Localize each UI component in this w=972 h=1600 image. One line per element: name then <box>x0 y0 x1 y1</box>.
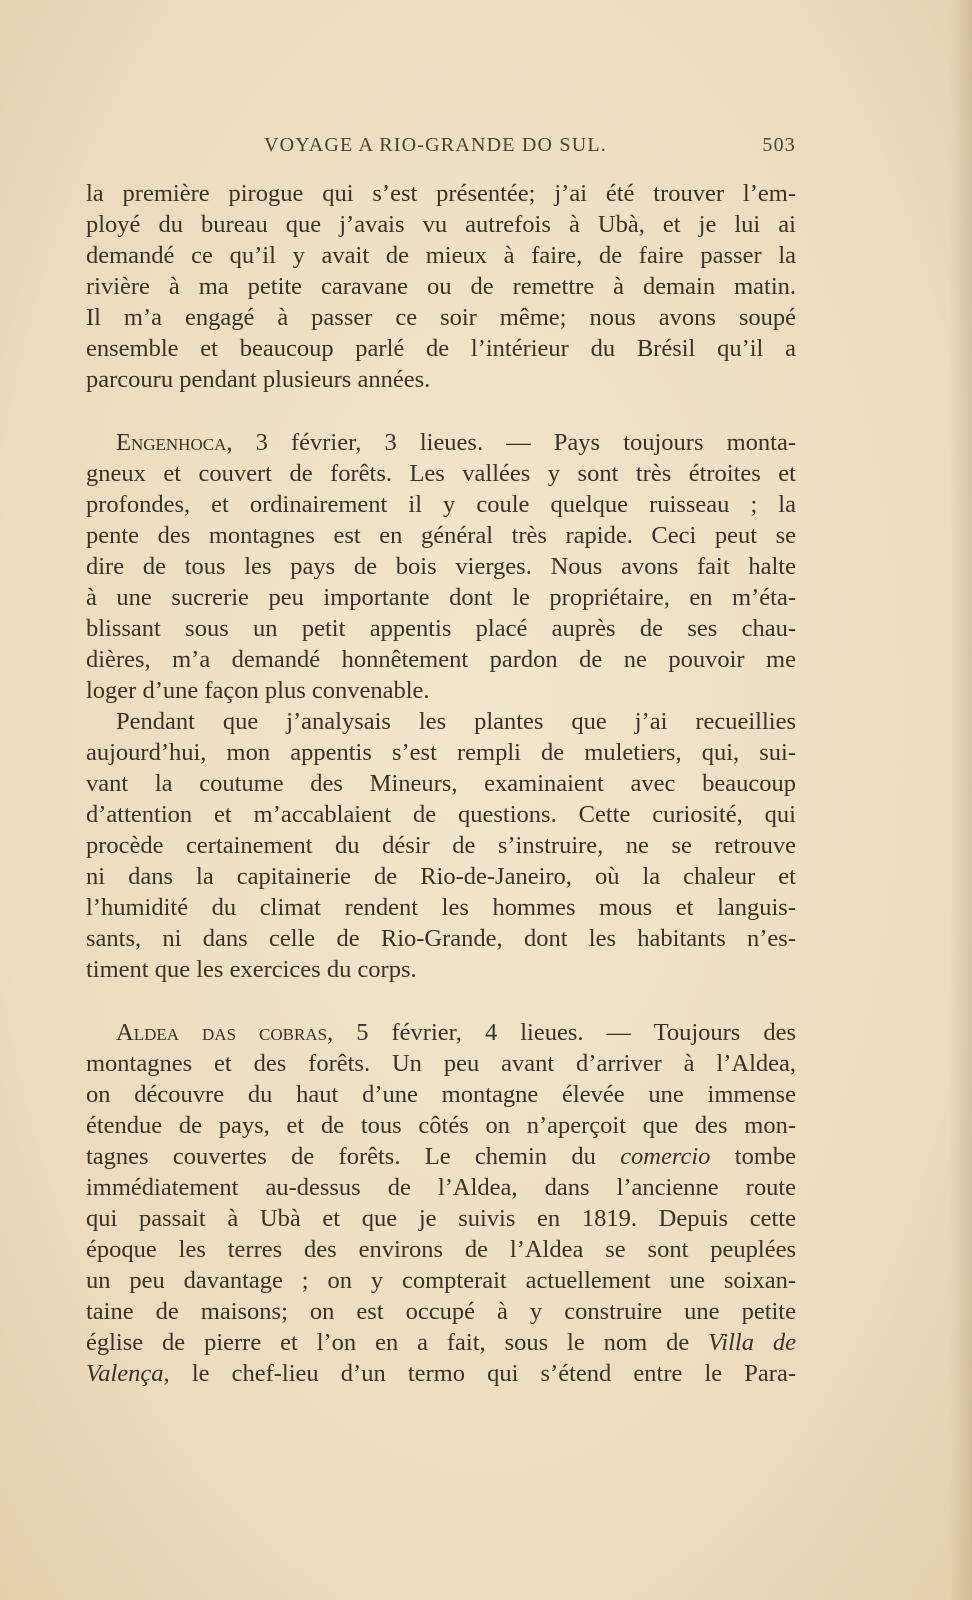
text-line: ensemble et beaucoup parlé de l’intérieur du Brésil qu’il a <box>86 335 796 362</box>
text-line: timent que les exercices du corps. <box>86 956 417 983</box>
text-line: profondes, et ordinairement il y coule quelque ruisseau ; la <box>86 491 796 518</box>
text-line: demandé ce qu’il y avait de mieux à faire, de faire passer la <box>86 242 796 269</box>
italic-term-comercio: comercio <box>620 1143 711 1170</box>
paragraph-gap <box>86 395 796 427</box>
text-line-villa <box>86 1327 796 1358</box>
running-title: VOYAGE A RIO-GRANDE DO SUL. <box>264 134 607 156</box>
text-line: qui passait à Ubà et que je suivis en 1819. Depuis cette <box>86 1205 796 1232</box>
text-line: immédiatement au-dessus de l’Aldea, dans l’ancienne route <box>86 1174 796 1201</box>
text-line: à une sucrerie peu importante dont le propriétaire, en m’éta- <box>86 584 796 611</box>
text-line: taine de maisons; on est occupé à y construire une petite <box>86 1298 796 1325</box>
paragraph-1 <box>86 178 796 395</box>
text-line: sants, ni dans celle de Rio-Grande, dont les habitants n’es- <box>86 925 796 952</box>
text-line-comercio <box>86 1141 796 1172</box>
text-line: gneux et couvert de forêts. Les vallées y sont très étroites et <box>86 460 796 487</box>
text-line: vant la coutume des Mineurs, examinaient avec beaucoup <box>86 770 796 797</box>
paragraph-2 <box>86 427 796 706</box>
page-edge-shadow <box>950 0 972 1600</box>
text-segment: tagnes couvertes de forêts. Le chemin du <box>86 1143 621 1170</box>
italic-term-valenca: Valença, <box>86 1360 170 1387</box>
entry-heading-line <box>86 1017 796 1048</box>
page-number: 503 <box>762 134 796 156</box>
text-line: l’humidité du climat rendent les hommes mous et languis- <box>86 894 796 921</box>
text-line: Il m’a engagé à passer ce soir même; nous avons soupé <box>86 304 796 331</box>
text-line: on découvre du haut d’une montagne élevée une immense <box>86 1081 796 1108</box>
text-segment: tombe <box>710 1143 796 1170</box>
entry-date-distance: 3 février, 3 lieues. — Pays toujours monta- <box>232 429 796 456</box>
paragraph-gap <box>86 985 796 1017</box>
text-line: étendue de pays, et de tous côtés on n’aperçoit que des mon- <box>86 1112 796 1139</box>
text-line: rivière à ma petite caravane ou de remettre à demain matin. <box>86 273 796 300</box>
text-line: blissant sous un petit appentis placé auprès de ses chau- <box>86 615 796 642</box>
text-line: montagnes et des forêts. Un peu avant d’arriver à l’Aldea, <box>86 1050 796 1077</box>
text-line: ni dans la capitainerie de Rio-de-Janeiro, où la chaleur et <box>86 863 796 890</box>
text-line: dières, m’a demandé honnêtement pardon de ne pouvoir me <box>86 646 796 673</box>
running-head <box>88 134 796 164</box>
text-line: ployé du bureau que j’avais vu autrefois à Ubà, et je lui ai <box>86 211 796 238</box>
text-line: pente des montagnes est en général très rapide. Ceci peut se <box>86 522 796 549</box>
text-line: époque les terres des environs de l’Aldea se sont peuplées <box>86 1236 796 1263</box>
entry-heading-line <box>86 427 796 458</box>
place-name-engenhoca: Engenhoca, <box>116 429 233 456</box>
text-line: loger d’une façon plus convenable. <box>86 677 430 704</box>
text-segment: le chef-lieu d’un termo qui s’étend entre le Para- <box>169 1360 796 1387</box>
text-line: d’attention et m’accablaient de questions. Cette curiosité, qui <box>86 801 796 828</box>
entry-date-distance: 5 février, 4 lieues. — Toujours des <box>333 1019 796 1046</box>
text-line: un peu davantage ; on y compterait actuellement une soixan- <box>86 1267 796 1294</box>
text-line: la première pirogue qui s’est présentée; j’ai été trouver l’em- <box>86 180 796 207</box>
text-line: Pendant que j’analysais les plantes que j’ai recueillies <box>116 708 796 735</box>
text-line-valenca <box>86 1358 796 1389</box>
text-segment: église de pierre et l’on en a fait, sous le nom de <box>86 1329 709 1356</box>
paragraph-3 <box>86 706 796 985</box>
text-line: parcouru pendant plusieurs années. <box>86 366 431 393</box>
text-line: dire de tous les pays de bois vierges. Nous avons fait halte <box>86 553 796 580</box>
italic-term-villa-de: Villa de <box>708 1329 796 1356</box>
text-line: aujourd’hui, mon appentis s’est rempli de muletiers, qui, sui- <box>86 739 796 766</box>
paragraph-4 <box>86 1017 796 1389</box>
place-name-aldea-das-cobras: Aldea das cobras, <box>116 1019 334 1046</box>
text-line: procède certainement du désir de s’instruire, ne se retrouve <box>86 832 796 859</box>
body-text <box>86 178 796 1389</box>
